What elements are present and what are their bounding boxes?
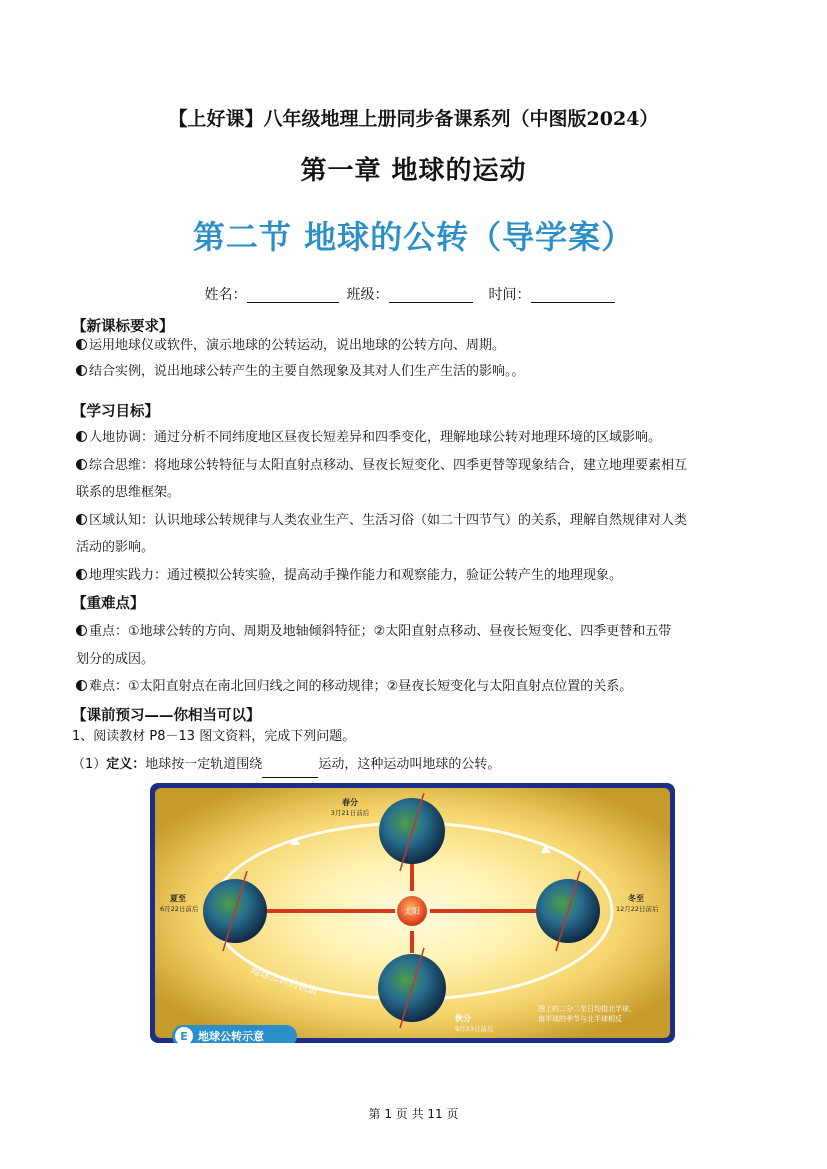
goal-item: 地理实践力：通过模拟公转实验，提高动手操作能力和观察能力，验证公转产生的地理现象。 [76, 562, 756, 590]
standards-list [76, 333, 756, 385]
autumn-name: 秋分 [455, 1014, 471, 1023]
summer-date: 6月22日前后 [160, 905, 199, 913]
half-circle-bullet-icon [76, 680, 87, 691]
time-label: 时间： [488, 287, 531, 303]
key-points-heading: 【重难点】 [72, 596, 145, 612]
standard-item: 运用地球仪或软件，演示地球的公转运动，说出地球的公转方向、周期。 [76, 333, 756, 359]
answer-blank[interactable] [262, 762, 318, 778]
name-label: 姓名： [204, 287, 247, 303]
goal-item: 区域认知：认识地球公转规律与人类农业生产、生活习俗（如二十四节气）的关系，理解自然规律对人类 [76, 507, 756, 535]
half-circle-bullet-icon [76, 365, 87, 376]
winter-date: 12月22日前后 [616, 905, 659, 913]
definition-term: 定义： [106, 757, 146, 772]
key-point-item: 重点：①地球公转的方向、周期及地轴倾斜特征；②太阳直射点移动、昼夜长短变化、四季更替和五带 [76, 618, 756, 646]
caption-badge-letter: E [180, 1030, 188, 1043]
name-field[interactable] [247, 284, 339, 303]
key-points-list [76, 618, 756, 701]
figure-caption: 地球公转示意 [198, 1030, 264, 1043]
goal-item: 人地协调：通过分析不同纬度地区昼夜长短差异和四季变化，理解地球公转对地理环境的区域影响。 [76, 424, 756, 452]
time-field[interactable] [531, 284, 615, 303]
section-title: 第二节 地球的公转（导学案） [192, 218, 635, 256]
orbit-label: 地球公转的轨道 [249, 965, 320, 998]
spring-name: 春分 [342, 798, 358, 807]
half-circle-bullet-icon [76, 625, 87, 636]
series-title: 【上好课】八年级地理上册同步备课系列（中图版2024） [168, 108, 659, 130]
question-1: （1）定义：地球按一定轨道围绕 运动，这种运动叫地球的公转。 [72, 752, 752, 778]
goal-item-continued: 联系的思维框架。 [76, 485, 181, 500]
spring-date: 3月21日前后 [330, 809, 370, 817]
half-circle-bullet-icon [76, 569, 87, 580]
goals-heading: 【学习目标】 [72, 404, 159, 420]
class-field[interactable] [389, 284, 473, 303]
half-circle-bullet-icon [76, 431, 87, 442]
standards-heading: 【新课标要求】 [72, 319, 174, 335]
chapter-title: 第一章 地球的运动 [300, 156, 527, 186]
key-point-item: 难点：①太阳直射点在南北回归线之间的移动规律；②昼夜长短变化与太阳直射点位置的关系。 [76, 673, 756, 701]
class-label: 班级： [346, 287, 389, 303]
key-point-item-continued: 划分的成因。 [76, 651, 155, 667]
page-footer: 第 1 页 共 11 页 [368, 1107, 459, 1121]
sun-label: 太阳 [404, 907, 420, 916]
goal-item: 综合思维：将地球公转特征与太阳直射点移动、昼夜长短变化、四季更替等现象结合，建立地理要素相互 [76, 452, 756, 480]
preview-instruction: 1、阅读教材 P8－13 图文资料，完成下列问题。 [72, 729, 356, 744]
summer-name: 夏至 [170, 894, 186, 903]
figure-note-line1: 图上的二分二至日均指北半球， [538, 1005, 636, 1013]
earth-revolution-diagram [150, 783, 675, 1043]
student-info-row [0, 284, 827, 304]
goal-item-continued: 活动的影响。 [76, 540, 155, 555]
half-circle-bullet-icon [76, 514, 87, 525]
preview-heading: 【课前预习——你相当可以】 [72, 708, 261, 724]
standard-item: 结合实例，说出地球公转产生的主要自然现象及其对人们生产生活的影响。。 [76, 359, 756, 385]
figure-note-line2: 南半球的季节与北半球相反 [538, 1015, 622, 1023]
goals-list [76, 424, 756, 589]
winter-name: 冬至 [628, 894, 644, 903]
half-circle-bullet-icon [76, 339, 87, 350]
autumn-date: 9月23日前后 [455, 1025, 494, 1033]
half-circle-bullet-icon [76, 459, 87, 470]
